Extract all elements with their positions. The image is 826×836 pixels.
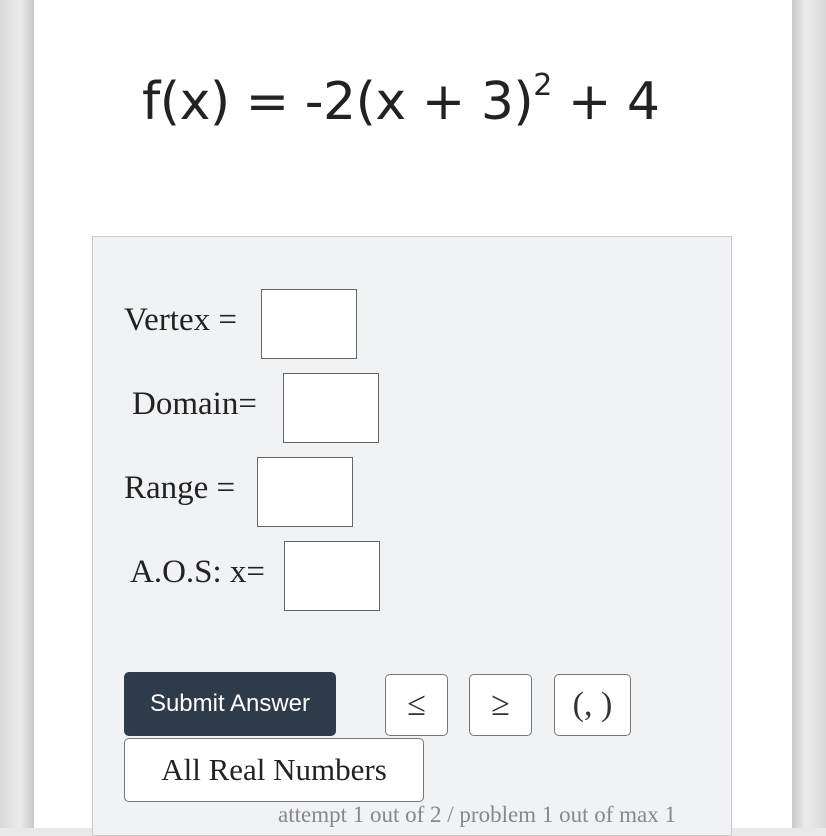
all-real-numbers-button[interactable]: All Real Numbers (124, 738, 424, 802)
domain-input[interactable] (283, 373, 379, 443)
left-background-edge (0, 0, 34, 828)
interval-button[interactable]: (, ) (554, 674, 631, 736)
aos-label: A.O.S: x= (130, 554, 266, 590)
submit-answer-button[interactable]: Submit Answer (124, 672, 336, 736)
attempt-status: attempt 1 out of 2 / problem 1 out of max 1 (278, 802, 676, 827)
less-equal-button[interactable]: ≤ (385, 674, 448, 736)
range-label: Range = (124, 470, 236, 506)
equation-tail: + 4 (551, 72, 660, 132)
right-background-edge (792, 0, 826, 828)
aos-input[interactable] (284, 541, 380, 611)
domain-label: Domain= (132, 386, 257, 422)
range-input[interactable] (257, 457, 353, 527)
equation-base: f(x) = -2(x + 3) (142, 72, 534, 132)
equation-exponent: 2 (533, 68, 552, 103)
greater-equal-button[interactable]: ≥ (469, 674, 532, 736)
vertex-label: Vertex = (124, 302, 237, 338)
vertex-input[interactable] (261, 289, 357, 359)
function-equation (142, 68, 660, 132)
